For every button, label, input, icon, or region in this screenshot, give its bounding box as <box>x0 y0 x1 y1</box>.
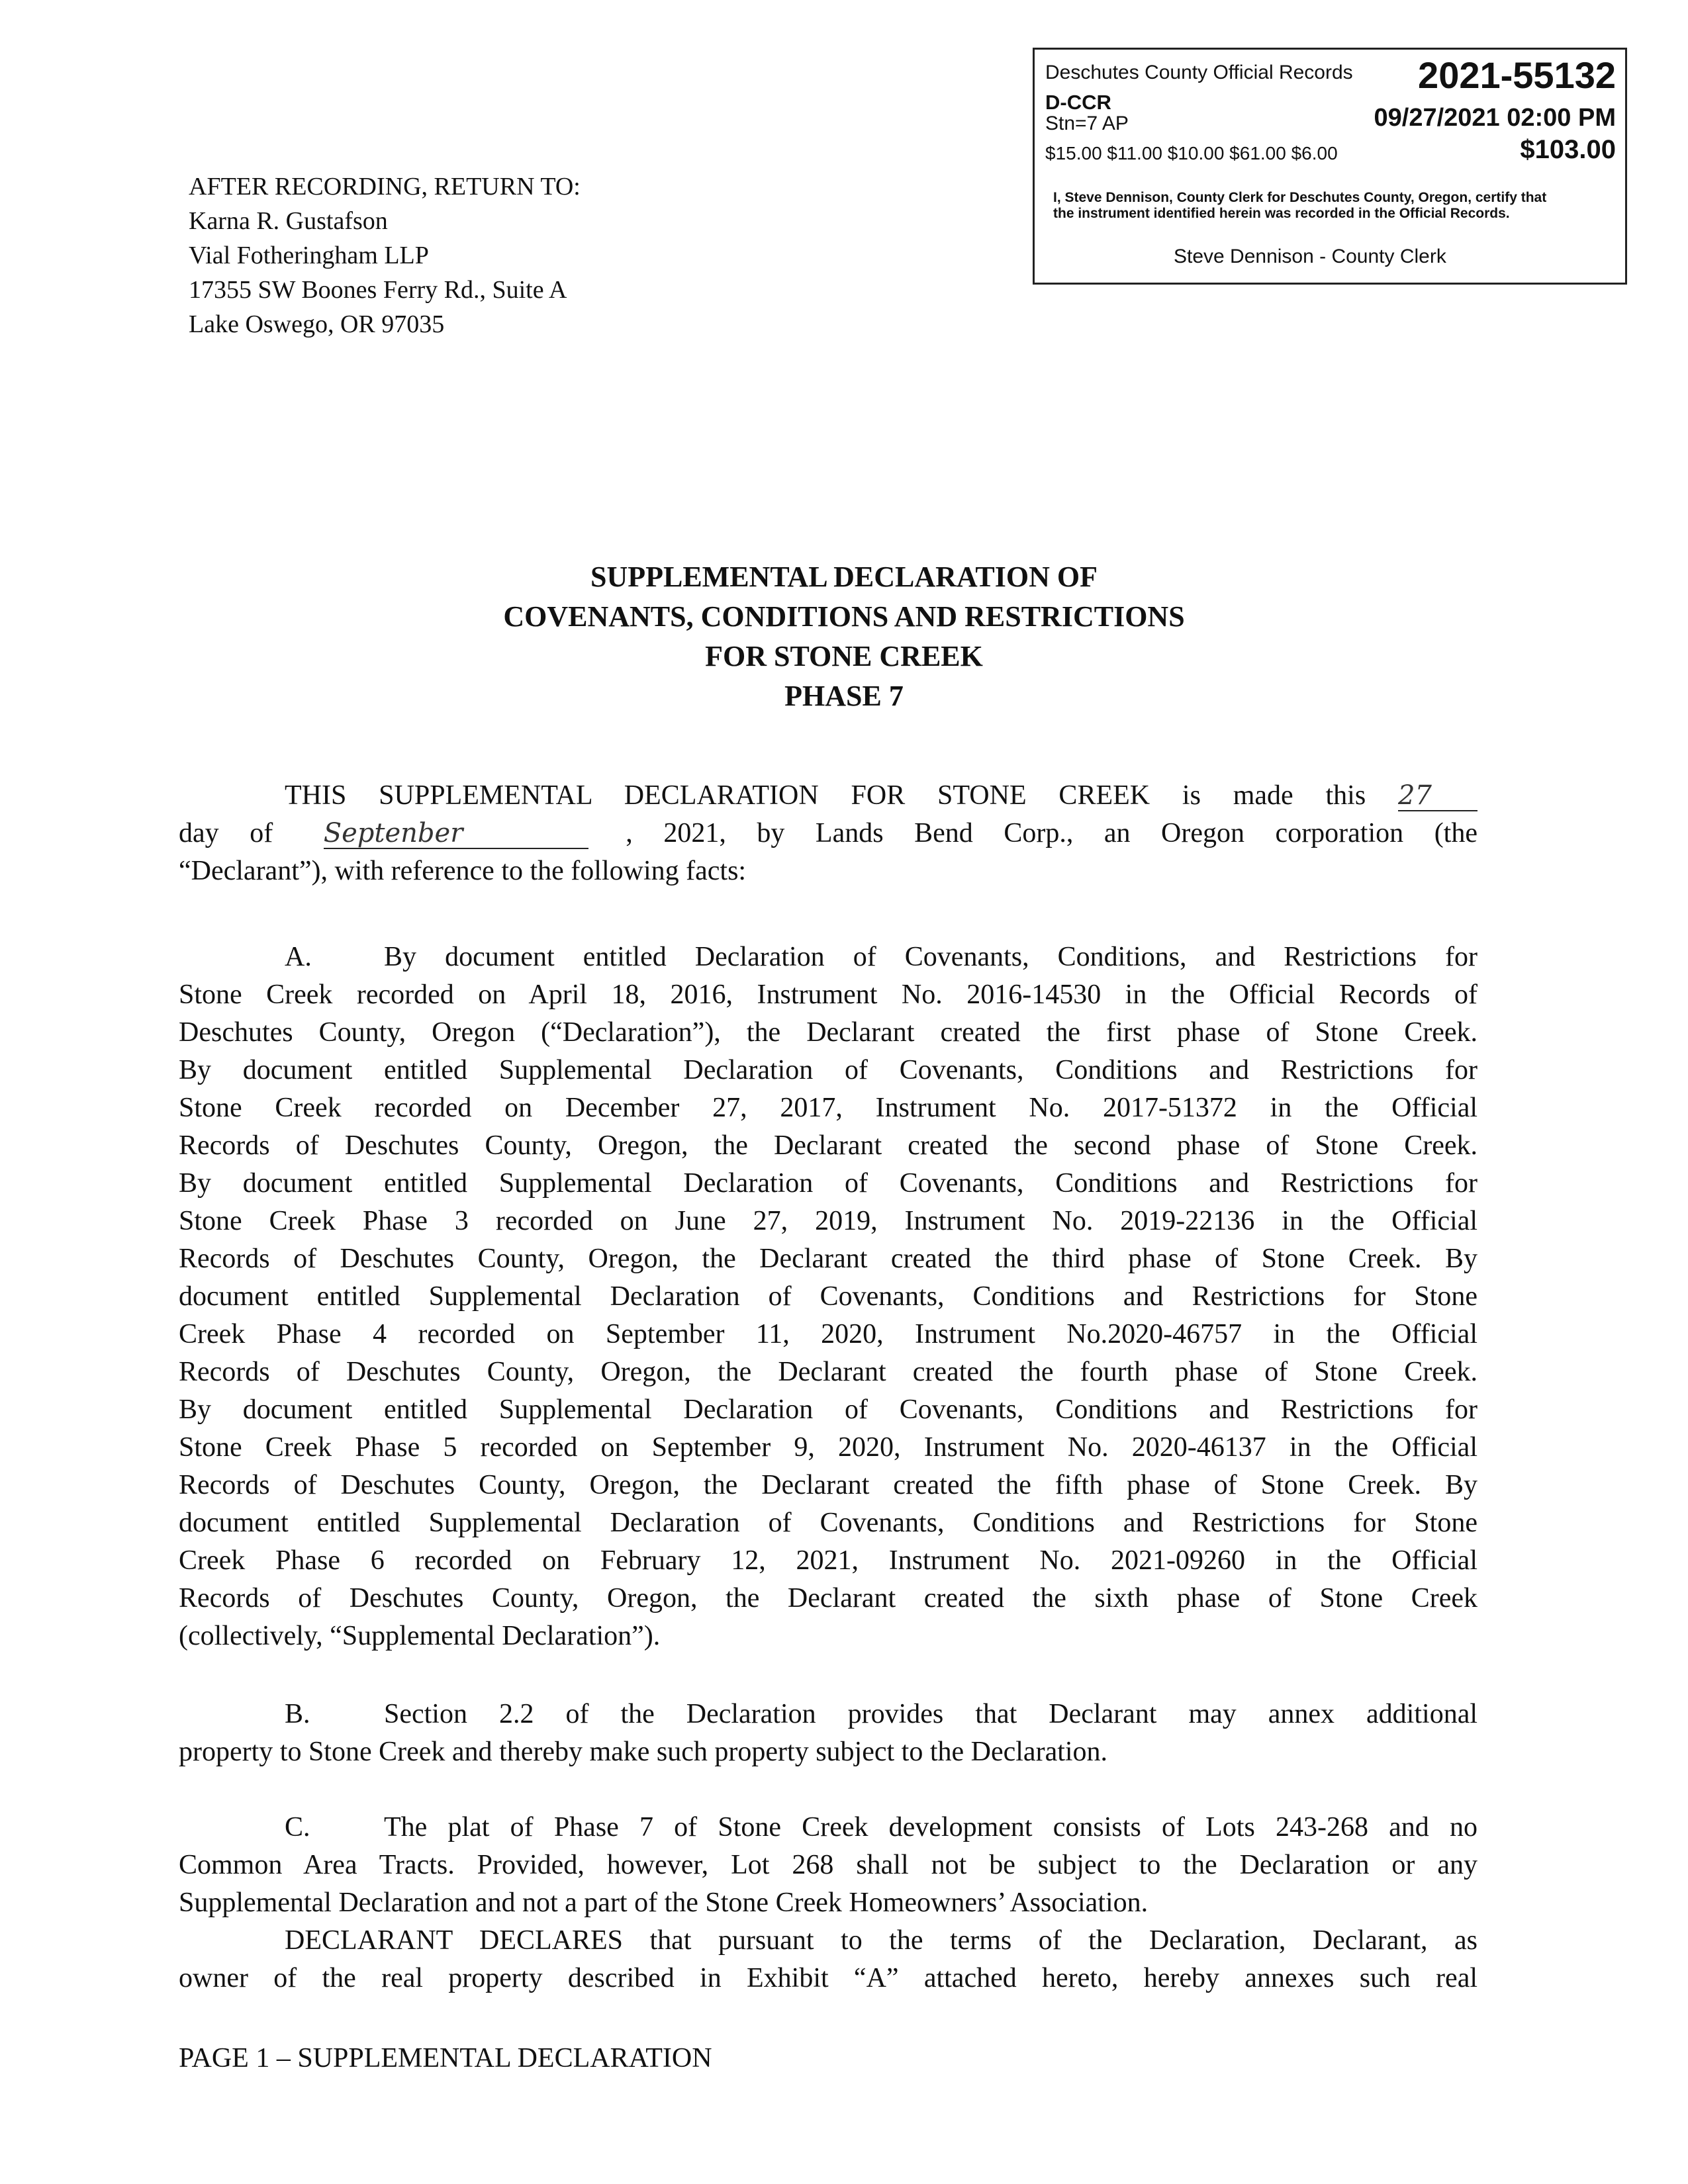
stamp-fees: $15.00 $11.00 $10.00 $61.00 $6.00 <box>1045 143 1338 163</box>
paragraph-b-label: B. <box>285 1699 310 1729</box>
opening-line-3: “Declarant”), with reference to the following facts: <box>179 856 747 886</box>
paragraph-a-line: Stone Creek Phase 5 recorded on September 9, 2020, Instrument No. 2020-46137 in the Official <box>179 1432 1477 1463</box>
title-line: FOR STONE CREEK <box>705 640 983 672</box>
paragraph-b <box>179 1696 1477 1771</box>
title-line: SUPPLEMENTAL DECLARATION OF <box>590 561 1098 593</box>
recording-stamp <box>1033 48 1627 285</box>
handwritten-month: Septenber <box>324 819 588 849</box>
paragraph-a-line: Stone Creek Phase 3 recorded on June 27, 2019, Instrument No. 2019-22136 in the Official <box>179 1206 1477 1236</box>
paragraph-a-line: Records of Deschutes County, Oregon, the Declarant created the sixth phase of Stone Creek <box>179 1583 1477 1614</box>
stamp-station: Stn=7 AP <box>1045 113 1129 134</box>
paragraph-c-line: Supplemental Declaration and not a part of the Stone Creek Homeowners’ Association. <box>179 1888 1149 1918</box>
paragraph-a-line: Records of Deschutes County, Oregon, the Declarant created the fourth phase of Stone Creek. <box>179 1357 1477 1387</box>
document-title <box>0 557 1688 716</box>
paragraph-a-line: document entitled Supplemental Declaration of Covenants, Conditions and Restrictions for Stone <box>179 1508 1477 1538</box>
return-line: Karna R. Gustafson <box>189 207 388 235</box>
opening-line-1 <box>179 777 1477 815</box>
opening-line-2 <box>179 815 1477 852</box>
paragraph-a-line: Creek Phase 4 recorded on September 11, 2020, Instrument No.2020-46757 in the Official <box>179 1319 1477 1349</box>
return-heading: AFTER RECORDING, RETURN TO: <box>189 173 581 201</box>
opening-paragraph <box>179 777 1477 890</box>
paragraph-a-line: document entitled Supplemental Declaration of Covenants, Conditions and Restrictions for Stone <box>179 1281 1477 1312</box>
paragraph-a-line: By document entitled Supplemental Declaration of Covenants, Conditions and Restrictions for <box>179 1055 1477 1085</box>
paragraph-a-line: By document entitled Supplemental Declaration of Covenants, Conditions and Restrictions for <box>179 1168 1477 1199</box>
paragraph-b-line <box>179 1696 1477 1733</box>
handwritten-day: 27 <box>1398 781 1477 811</box>
paragraph-a-line <box>179 938 1477 976</box>
paragraph-c-line: Common Area Tracts. Provided, however, Lot 268 shall not be subject to the Declaration or any <box>179 1850 1477 1880</box>
stamp-doc-type: D-CCR <box>1045 91 1111 114</box>
paragraph-a-line: Records of Deschutes County, Oregon, the Declarant created the second phase of Stone Creek. <box>179 1130 1477 1161</box>
paragraph-declares-line: owner of the real property described in Exhibit “A” attached hereto, hereby annexes such real <box>179 1963 1477 1993</box>
paragraph-a-label: A. <box>285 942 312 972</box>
paragraph-a <box>179 938 1477 1655</box>
stamp-signature: Steve Dennison - County Clerk <box>1174 246 1446 267</box>
paragraph-a-line: Stone Creek recorded on December 27, 2017, Instrument No. 2017-51372 in the Official <box>179 1093 1477 1123</box>
paragraph-a-line: Stone Creek recorded on April 18, 2016, Instrument No. 2016-14530 in the Official Records of <box>179 979 1477 1010</box>
page-footer: PAGE 1 – SUPPLEMENTAL DECLARATION <box>179 2043 712 2073</box>
paragraph-a-line: Deschutes County, Oregon (“Declaration”), the Declarant created the first phase of Stone Creek. <box>179 1017 1477 1048</box>
paragraph-a-line: Creek Phase 6 recorded on February 12, 2021, Instrument No. 2021-09260 in the Official <box>179 1545 1477 1576</box>
return-address-block <box>189 169 581 341</box>
paragraph-c-line <box>179 1809 1477 1846</box>
opening-line-2-suffix: , 2021, by Lands Bend Corp., an Oregon corporation (the <box>626 818 1477 848</box>
stamp-total: $103.00 <box>1520 135 1616 164</box>
opening-text: THIS SUPPLEMENTAL DECLARATION FOR STONE CREEK is made this <box>285 780 1366 811</box>
stamp-recorded-datetime: 09/27/2021 02:00 PM <box>1374 104 1616 132</box>
return-line: Lake Oswego, OR 97035 <box>189 310 445 338</box>
paragraph-a-line: Records of Deschutes County, Oregon, the Declarant created the third phase of Stone Creek. By <box>179 1244 1477 1274</box>
title-line: COVENANTS, CONDITIONS AND RESTRICTIONS <box>503 600 1185 633</box>
paragraph-c-text: The plat of Phase 7 of Stone Creek development consists of Lots 243-268 and no <box>384 1812 1477 1843</box>
title-line: PHASE 7 <box>784 680 904 712</box>
paragraph-c <box>179 1809 1477 1922</box>
paragraph-b-line: property to Stone Creek and thereby make such property subject to the Declaration. <box>179 1737 1108 1767</box>
paragraph-declares-line: DECLARANT DECLARES that pursuant to the terms of the Declaration, Declarant, as <box>285 1925 1477 1956</box>
paragraph-a-line: Records of Deschutes County, Oregon, the Declarant created the fifth phase of Stone Creek. By <box>179 1470 1477 1500</box>
paragraph-a-line: By document entitled Supplemental Declaration of Covenants, Conditions and Restrictions for <box>179 1394 1477 1425</box>
paragraph-c-label: C. <box>285 1812 310 1843</box>
return-line: 17355 SW Boones Ferry Rd., Suite A <box>189 276 567 304</box>
stamp-certification: I, Steve Dennison, County Clerk for Deschutes County, Oregon, certify that the instrument identified herein was recorded in the Official Records. <box>1053 190 1547 221</box>
stamp-instrument-number: 2021-55132 <box>1418 54 1616 96</box>
paragraph-declares <box>179 1922 1477 1997</box>
paragraph-a-text: By document entitled Declaration of Covenants, Conditions, and Restrictions for <box>384 942 1477 972</box>
opening-day-of: day of <box>179 818 273 848</box>
paragraph-b-text: Section 2.2 of the Declaration provides that Declarant may annex additional <box>384 1699 1477 1729</box>
stamp-office: Deschutes County Official Records <box>1045 62 1353 83</box>
return-line: Vial Fotheringham LLP <box>189 242 429 269</box>
paragraph-a-line: (collectively, “Supplemental Declaration”). <box>179 1621 661 1651</box>
